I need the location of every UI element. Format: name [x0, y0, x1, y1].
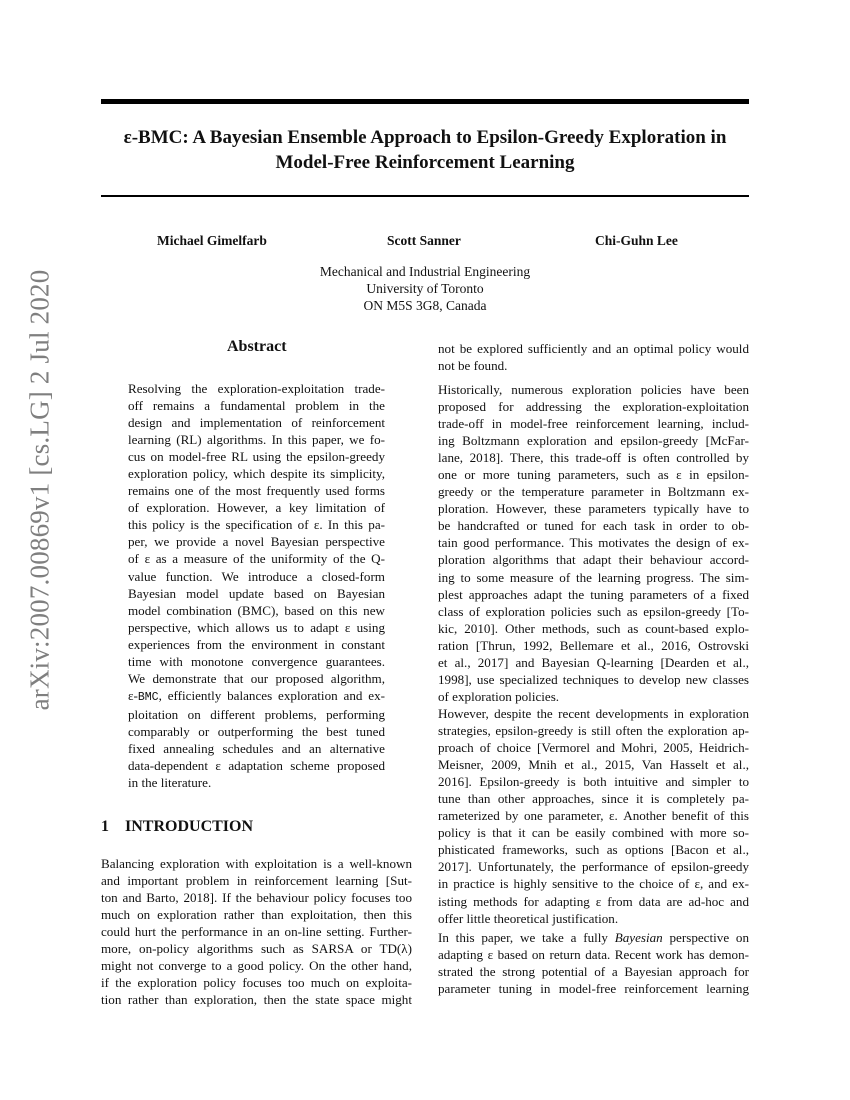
paragraph-line: of exploration policies. [438, 688, 560, 704]
paragraph-line: greedy or the temperature parameter in Boltzmann ex- [438, 484, 749, 500]
paragraph-line: in the literature. [128, 775, 212, 791]
paragraph-line: learning (RL) algorithms. In this paper, we fo- [128, 432, 385, 448]
intro-paragraph-3 [438, 705, 749, 927]
paragraph-line: isting methods for adapting ε from data are ad-hoc and [438, 893, 749, 909]
paragraph-line: tion rather than exploration, then the state space might [101, 992, 412, 1008]
paragraph-line: policy is that it can be easily combined with more so- [438, 825, 749, 841]
paragraph-line: design and implementation of reinforcement [128, 415, 385, 431]
paragraph-line: Historically, numerous exploration policies have been [438, 382, 749, 397]
emphasis-bayesian: Bayesian [614, 930, 663, 945]
paragraph-line: remains one of the most frequently used forms [128, 483, 385, 499]
paragraph-line: cus on model-free RL using the epsilon-greedy [128, 449, 385, 465]
title-line-2: Model-Free Reinforcement Learning [275, 152, 575, 173]
paragraph-line: plest approaches adapt the tuning parameters of a fixed [438, 586, 749, 602]
intro-paragraph-2 [438, 381, 749, 705]
author-1: Michael Gimelfarb [157, 233, 267, 248]
paragraph-line: We demonstrate that our proposed algorithm, [128, 670, 385, 686]
paragraph-line: phisticated frameworks, such as options [Bacon et al., [438, 842, 749, 858]
paragraph-line: tain good performance. This motivates the design of ex- [438, 535, 749, 551]
paragraph-line: more, on-policy algorithms such as SARSA or TD(λ) [101, 941, 412, 957]
algorithm-name: BMC [137, 690, 159, 704]
paper-title [101, 125, 749, 175]
paragraph-line: much on exploration rather than exploitation, then this [101, 907, 412, 923]
affiliation-university: University of Toronto [366, 281, 484, 296]
paragraph-line: exploration policy, which despite its simplicity, [128, 466, 385, 482]
paragraph-line: experiences from the environment in constant [128, 636, 385, 652]
abstract-heading: Abstract [227, 338, 287, 355]
paragraph-line: tune than other approaches, since it is completely pa- [438, 791, 749, 807]
paragraph-line: and important problem in reinforcement learning [Sut- [101, 873, 412, 889]
paragraph-line: might not converge to a good policy. On the other hand, [101, 958, 412, 974]
title-bottom-rule [101, 195, 749, 197]
paragraph-line: proposed for addressing the exploration-exploitation [438, 399, 749, 415]
section-number: 1 [101, 818, 109, 835]
paragraph-line: lane, 2018]. There, this trade-off is often controlled by [438, 450, 749, 466]
paragraph-line: ε-BMC, efficiently balances exploration and ex- [128, 687, 385, 704]
paragraph-line: data-dependent ε adaptation scheme proposed [128, 758, 385, 774]
paragraph-line: ploration. However, these parameters typically have to [438, 501, 749, 517]
paragraph-line: 1998], use specialized techniques to develop new classes [438, 671, 749, 687]
paragraph-line: ing to some measure of the learning progress. The sim- [438, 569, 749, 585]
paragraph-line: not be explored sufficiently and an optimal policy would [438, 341, 749, 356]
title-line-1: ε-BMC: A Bayesian Ensemble Approach to Epsilon-Greedy Exploration in [123, 127, 727, 148]
intro-continued-paragraph [438, 340, 749, 374]
paragraph-line: if the exploration policy focuses too much on exploita- [101, 975, 412, 991]
affiliation [101, 263, 749, 314]
paragraph-line: ing Boltzmann exploration and epsilon-greedy [McFar- [438, 433, 749, 449]
paragraph-line: However, despite the recent developments in exploration [438, 706, 749, 721]
paragraph-line: Meisner, 2009, Mnih et al., 2015, Van Hasselt et al., [438, 757, 749, 773]
paragraph-line: trade-off in model-free reinforcement learning, includ- [438, 416, 749, 432]
paragraph-line: ration [Thrun, 1992, Bellemare et al., 2016, Ostrovski [438, 637, 749, 653]
paragraph-line: adapting ε based on return data. Recent work has demon- [438, 947, 749, 963]
paragraph-line: of exploration. However, a key limitation of [128, 500, 385, 516]
paragraph-line: strategies, epsilon-greedy is still often the exploration ap- [438, 723, 749, 739]
paragraph-line: be handcrafted or tuned for each task in order to ob- [438, 518, 749, 534]
paragraph-line: Resolving the exploration-exploitation trade- [128, 381, 385, 396]
paragraph-line: kic, 2010]. Other methods, such as count-based explo- [438, 620, 749, 636]
paragraph-line: rameterized by one parameter, ε. Another benefit of this [438, 808, 749, 824]
section-title: INTRODUCTION [125, 818, 254, 835]
paragraph-line: et al., 2017] and Bayesian Q-learning [Dearden et al., [438, 654, 749, 670]
paragraph-line: this policy is the specification of ε. In this pa- [128, 517, 385, 533]
paragraph-line: perspective, which allows us to adapt ε using [128, 619, 385, 635]
paragraph-line: class of exploration policies such as epsilon-greedy [To- [438, 603, 749, 619]
title-top-rule [101, 99, 749, 104]
paragraph-line: could hurt the performance in an on-line setting. Further- [101, 924, 412, 940]
paragraph-line: Bayesian model update based on Bayesian [128, 585, 385, 601]
intro-paragraph-4 [438, 929, 749, 997]
affiliation-department: Mechanical and Industrial Engineering [319, 264, 531, 279]
abstract-text [128, 380, 385, 791]
section-heading-introduction [101, 818, 253, 836]
arxiv-identifier: arXiv:2007.00869v1 [cs.LG] 2 Jul 2020 [24, 269, 55, 711]
paragraph-line: strated the strong potential of a Bayesian approach for [438, 964, 749, 980]
paragraph-line: proach of choice [Vermorel and Mohri, 2005, Heidrich- [438, 740, 749, 756]
paragraph-line: time with monotone convergence guarantees. [128, 653, 385, 669]
paragraph-line: per, we provide a novel Bayesian perspective [128, 534, 385, 550]
paragraph-line: fixed annealing schedules and an alternative [128, 740, 385, 756]
paragraph-line: one or more tuning parameters, such as ε in epsilon- [438, 467, 749, 483]
paragraph-line: ploration algorithms that adapt their behaviour accord- [438, 552, 749, 568]
paragraph-line: parameter tuning in model-free reinforcement learning [438, 981, 749, 997]
paragraph-line: in practice is highly sensitive to the choice of ε, and ex- [438, 876, 749, 892]
author-2: Scott Sanner [387, 233, 461, 248]
author-3: Chi-Guhn Lee [595, 233, 678, 248]
paragraph-line: ploitation on different problems, performing [128, 706, 385, 722]
paragraph-line: 2016]. Epsilon-greedy is both intuitive and simpler to [438, 774, 749, 790]
affiliation-address: ON M5S 3G8, Canada [363, 298, 487, 313]
paragraph-line: off remains a fundamental problem in the [128, 398, 385, 414]
paragraph-line: comparably or outperforming the best tuned [128, 723, 385, 739]
paragraph-line: value function. We introduce a closed-form [128, 568, 385, 584]
paragraph-line: not be found. [438, 358, 508, 374]
paragraph-line: In this paper, we take a fully Bayesian perspective on [438, 930, 750, 945]
paragraph-line: Balancing exploration with exploitation is a well-known [101, 856, 412, 871]
paragraph-line: offer little theoretical justification. [438, 910, 619, 926]
paragraph-line: model combination (BMC), based on this new [128, 602, 385, 618]
intro-paragraph-1 [101, 855, 412, 1008]
paragraph-line: 2017]. Unfortunately, the performance of epsilon-greedy [438, 859, 749, 875]
paragraph-line: ton and Barto, 2018]. If the behaviour policy focuses too [101, 890, 412, 906]
paragraph-line: of ε as a measure of the uniformity of the Q- [128, 551, 385, 567]
